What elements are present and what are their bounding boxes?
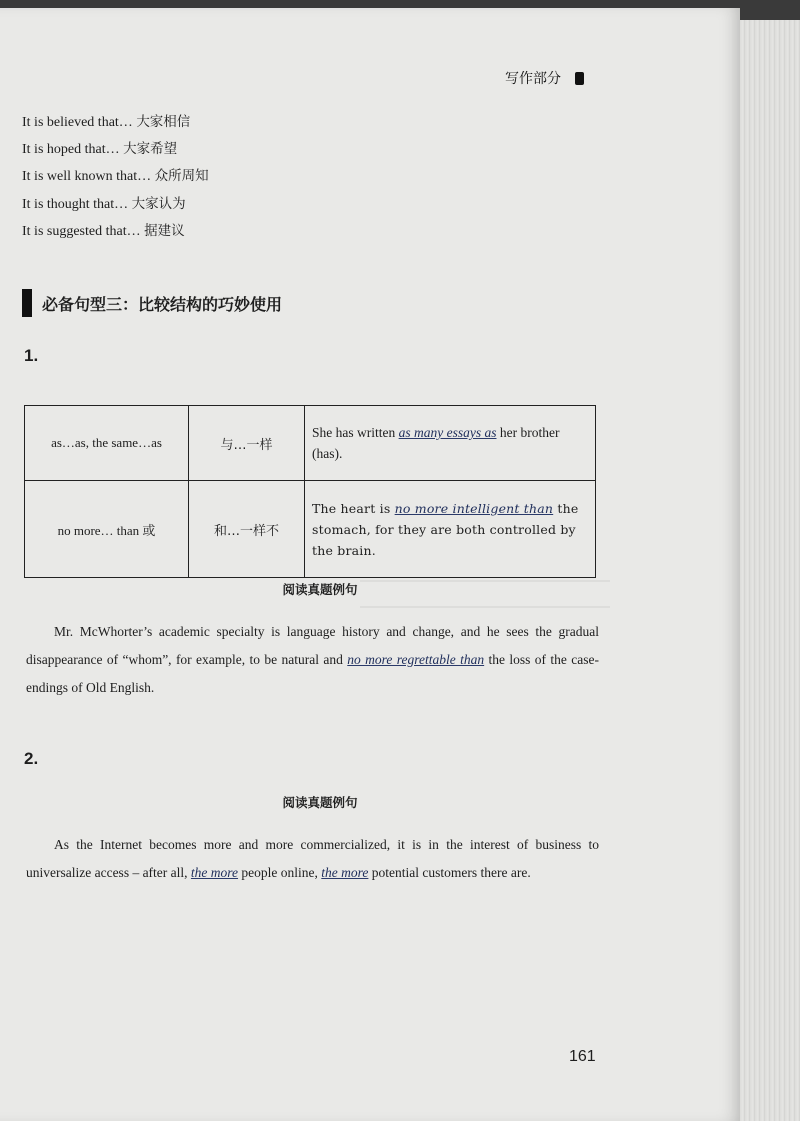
phrase-en: It is believed that… <box>22 115 133 130</box>
phrase-en: It is suggested that… <box>22 223 141 239</box>
phrase-item <box>22 218 209 245</box>
phrase-list <box>22 109 209 245</box>
table-row <box>25 406 596 481</box>
phrase-zh: 大家希望 <box>123 141 178 158</box>
paragraph-text: Mr. McWhorter’s academic specialty is language history and change, and he sees the gradual disappearance of “whom”, for example, to be natural and <box>26 624 599 667</box>
pattern-cell: no more… than 或 <box>25 481 189 578</box>
title-bar-icon <box>22 289 32 317</box>
phrase-item <box>22 109 209 136</box>
example-cell <box>305 406 596 481</box>
section-title-text: 必备句型三：比较结构的巧妙使用 <box>42 294 283 314</box>
page-edges <box>740 20 800 1121</box>
example-highlight: as many essays as <box>398 425 497 440</box>
example-cell <box>305 481 596 578</box>
paragraph-highlight: no more regrettable than <box>347 652 485 667</box>
paragraph-text: As the Internet becomes more and more commercialized, it is in the interest of business to universalize access – after all, <box>26 837 599 880</box>
phrase-zh: 据建议 <box>144 222 185 239</box>
running-header <box>505 68 584 88</box>
header-mark-icon <box>575 72 584 85</box>
phrase-en: It is well known that… <box>22 169 152 185</box>
header-section: 写作部分 <box>505 71 561 87</box>
pattern-cell: as…as, the same…as <box>25 406 189 481</box>
example-heading-2: 阅读真题例句 <box>282 795 358 810</box>
phrase-en: It is thought that… <box>22 196 129 212</box>
phrase-zh: 大家相信 <box>136 114 191 130</box>
paragraph-text: people online, <box>238 865 322 880</box>
example-text: She has written <box>312 425 399 440</box>
table-row <box>25 481 596 578</box>
example-text: The heart is <box>312 500 395 516</box>
paragraph-highlight: the more <box>321 865 369 880</box>
paragraph-text: the loss of the case-endings of Old English. <box>26 652 599 695</box>
bleed-through <box>360 606 610 608</box>
meaning-cell: 和…一样不 <box>189 481 305 578</box>
part-number-2: 2. <box>24 749 39 768</box>
example-text: her brother (has). <box>312 425 560 461</box>
part-number-1: 1. <box>24 346 39 365</box>
example-heading-1: 阅读真题例句 <box>282 582 358 597</box>
paragraph-text: potential customers there are. <box>368 865 531 880</box>
example-highlight: no more intelligent than <box>394 500 554 516</box>
phrase-en: It is hoped that… <box>22 142 120 158</box>
example-text: the stomach, for they are both controlled by the brain. <box>312 500 579 558</box>
phrase-item <box>22 191 209 218</box>
example-paragraph-1 <box>26 618 599 702</box>
phrase-item <box>22 136 209 163</box>
phrase-item <box>22 163 209 190</box>
phrase-zh: 大家认为 <box>131 195 186 212</box>
section-title <box>22 289 282 317</box>
page-number: 161 <box>569 1048 596 1065</box>
meaning-cell: 与…一样 <box>189 406 305 481</box>
paragraph-highlight: the more <box>190 865 239 880</box>
comparison-table <box>24 405 596 578</box>
phrase-zh: 众所周知 <box>154 168 209 185</box>
example-paragraph-2 <box>26 831 599 887</box>
